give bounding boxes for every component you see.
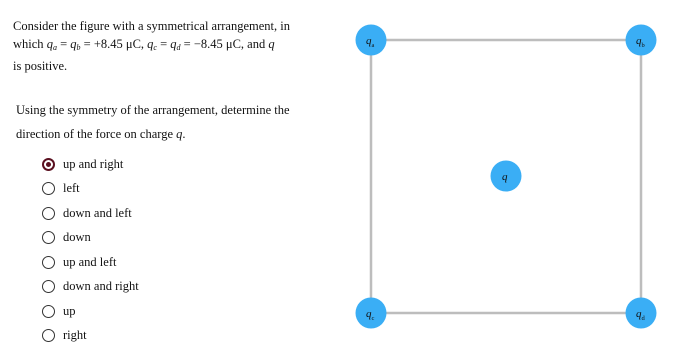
- question-line-1: Consider the figure with a symmetrical arrangement, in: [13, 19, 290, 33]
- qa-letter: q: [46, 37, 53, 51]
- question-text: [13, 17, 328, 75]
- option-label: up and left: [63, 254, 117, 269]
- option-right[interactable]: [42, 326, 87, 346]
- option-left[interactable]: [42, 179, 80, 199]
- charge-qd: [626, 298, 657, 329]
- charge-qa: [356, 25, 387, 56]
- qa-symbol: [47, 37, 57, 51]
- option-up-and-right[interactable]: [42, 154, 123, 174]
- qb-subscript: b: [76, 43, 81, 52]
- option-label: left: [63, 181, 80, 195]
- option-label: down: [63, 230, 91, 244]
- prompt-line-1: Using the symmetry of the arrangement, determine the: [16, 103, 290, 117]
- charge-q-label: q: [502, 171, 508, 183]
- radio-button[interactable]: [42, 207, 55, 220]
- radio-button[interactable]: [42, 329, 55, 342]
- qc-letter: q: [147, 37, 154, 51]
- option-up-and-left[interactable]: [42, 252, 116, 272]
- qd-symbol: [170, 37, 180, 51]
- option-label: down and right: [63, 279, 139, 293]
- qd-letter: q: [170, 37, 177, 51]
- option-label: up and right: [63, 156, 124, 171]
- prompt-line-2: [16, 122, 336, 146]
- qc-symbol: [147, 37, 157, 51]
- charge-q: [491, 161, 522, 192]
- option-label: down and left: [63, 205, 132, 220]
- radio-button[interactable]: [42, 182, 55, 195]
- positive-charge-value: +8.45 μC,: [93, 37, 145, 51]
- qb-symbol: [70, 37, 80, 51]
- negative-charge-value: −8.45 μC, and: [193, 37, 266, 51]
- option-label: right: [63, 328, 87, 342]
- charge-qd-label: $q_d$: [636, 308, 645, 322]
- radio-button[interactable]: [42, 256, 55, 269]
- prompt-q-symbol: q: [176, 127, 183, 141]
- charge-qa-label: $q_a$: [366, 35, 375, 49]
- charge-qb: [626, 25, 657, 56]
- prompt-text: [16, 98, 336, 146]
- option-down-and-right[interactable]: [42, 277, 139, 297]
- question-which: which: [13, 37, 44, 51]
- qd-subscript: d: [176, 43, 181, 52]
- radio-button[interactable]: [42, 231, 55, 244]
- question-line-3: is positive.: [13, 59, 68, 73]
- charge-qc: [356, 298, 387, 329]
- radio-button[interactable]: [42, 280, 55, 293]
- qb-letter: q: [70, 37, 77, 51]
- question-line-2: which $q_a = q_b = +8.45$ μC, $q_c = q_d = -8.45$ μC, and q: [13, 37, 275, 52]
- prompt-period: .: [182, 127, 186, 141]
- option-up[interactable]: [42, 301, 76, 321]
- q-symbol: q: [268, 37, 275, 51]
- charge-qc-label: $q_c$: [366, 308, 375, 322]
- radio-button[interactable]: [42, 305, 55, 318]
- option-down[interactable]: [42, 228, 91, 248]
- option-label: up: [63, 303, 76, 318]
- prompt-line-2-text: direction of the force on charge: [16, 127, 173, 141]
- option-down-and-left[interactable]: [42, 203, 132, 223]
- charge-qb-label: $q_b$: [636, 35, 645, 49]
- radio-button[interactable]: [42, 158, 55, 171]
- qc-subscript: c: [153, 43, 157, 52]
- qa-subscript: a: [52, 43, 57, 52]
